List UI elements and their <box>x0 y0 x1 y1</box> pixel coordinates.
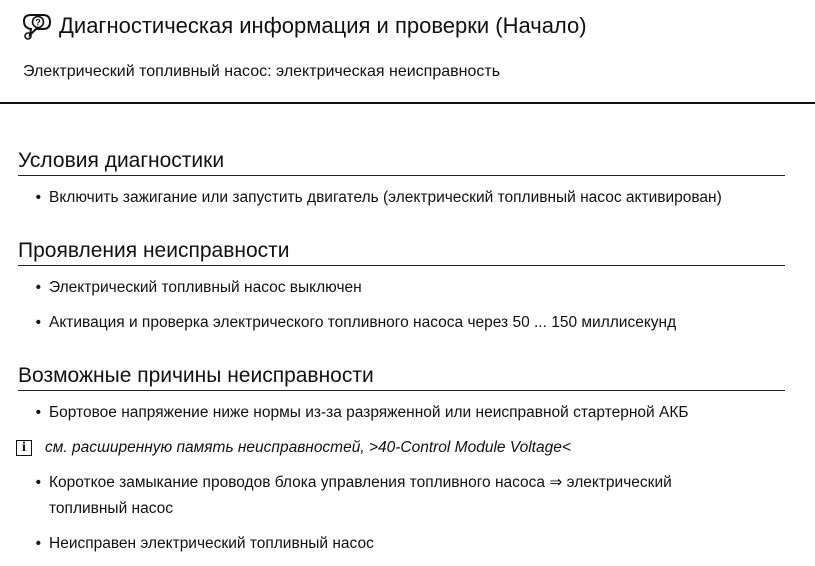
list-item-text: Неисправен электрический топливный насос <box>49 535 374 552</box>
section-title: Возможные причины неисправности <box>18 364 785 391</box>
section-title: Проявления неисправности <box>18 239 785 266</box>
list-item-text: Бортовое напряжение ниже нормы из-за разряженной или неисправной стартерной АКБ <box>49 404 689 421</box>
bullet: • <box>35 279 41 296</box>
bullet: • <box>35 474 41 491</box>
page-subtitle: Электрический топливный насос: электрическая неисправность <box>23 63 501 80</box>
list-item <box>18 275 785 301</box>
list-item-text: Электрический топливный насос выключен <box>49 279 362 296</box>
diagnostic-info-icon <box>21 12 53 40</box>
item-list <box>18 185 785 211</box>
bullet: • <box>35 314 41 331</box>
info-note-text: см. расширенную память неисправностей, >40-Control Module Voltage< <box>45 439 571 456</box>
bullet: • <box>35 189 41 206</box>
list-item <box>18 531 785 557</box>
list-item <box>18 310 785 336</box>
item-list <box>18 275 785 336</box>
info-icon: i <box>16 440 32 456</box>
item-list <box>18 400 785 557</box>
list-item <box>18 185 785 211</box>
list-item-text: Короткое замыкание проводов блока управления топливного насоса ⇒ электрический топливный насос <box>49 474 672 517</box>
page-title: Диагностическая информация и проверки (Начало) <box>59 13 587 38</box>
bullet: • <box>35 404 41 421</box>
section-fault-symptoms <box>18 239 785 345</box>
list-item-text: Включить зажигание или запустить двигатель (электрический топливный насос активирован) <box>49 189 722 206</box>
section-title: Условия диагностики <box>18 149 785 176</box>
list-item-text: Активация и проверка электрического топливного насоса через 50 ... 150 миллисекунд <box>49 314 677 331</box>
bullet: • <box>35 535 41 552</box>
info-note <box>16 435 785 461</box>
svg-text:?: ? <box>35 17 41 28</box>
list-item <box>18 470 785 522</box>
section-possible-causes <box>18 364 785 566</box>
section-diagnostic-conditions <box>18 149 785 220</box>
list-item <box>18 400 785 426</box>
document-header <box>0 0 815 104</box>
header-divider <box>0 102 815 104</box>
title-row <box>21 12 587 40</box>
